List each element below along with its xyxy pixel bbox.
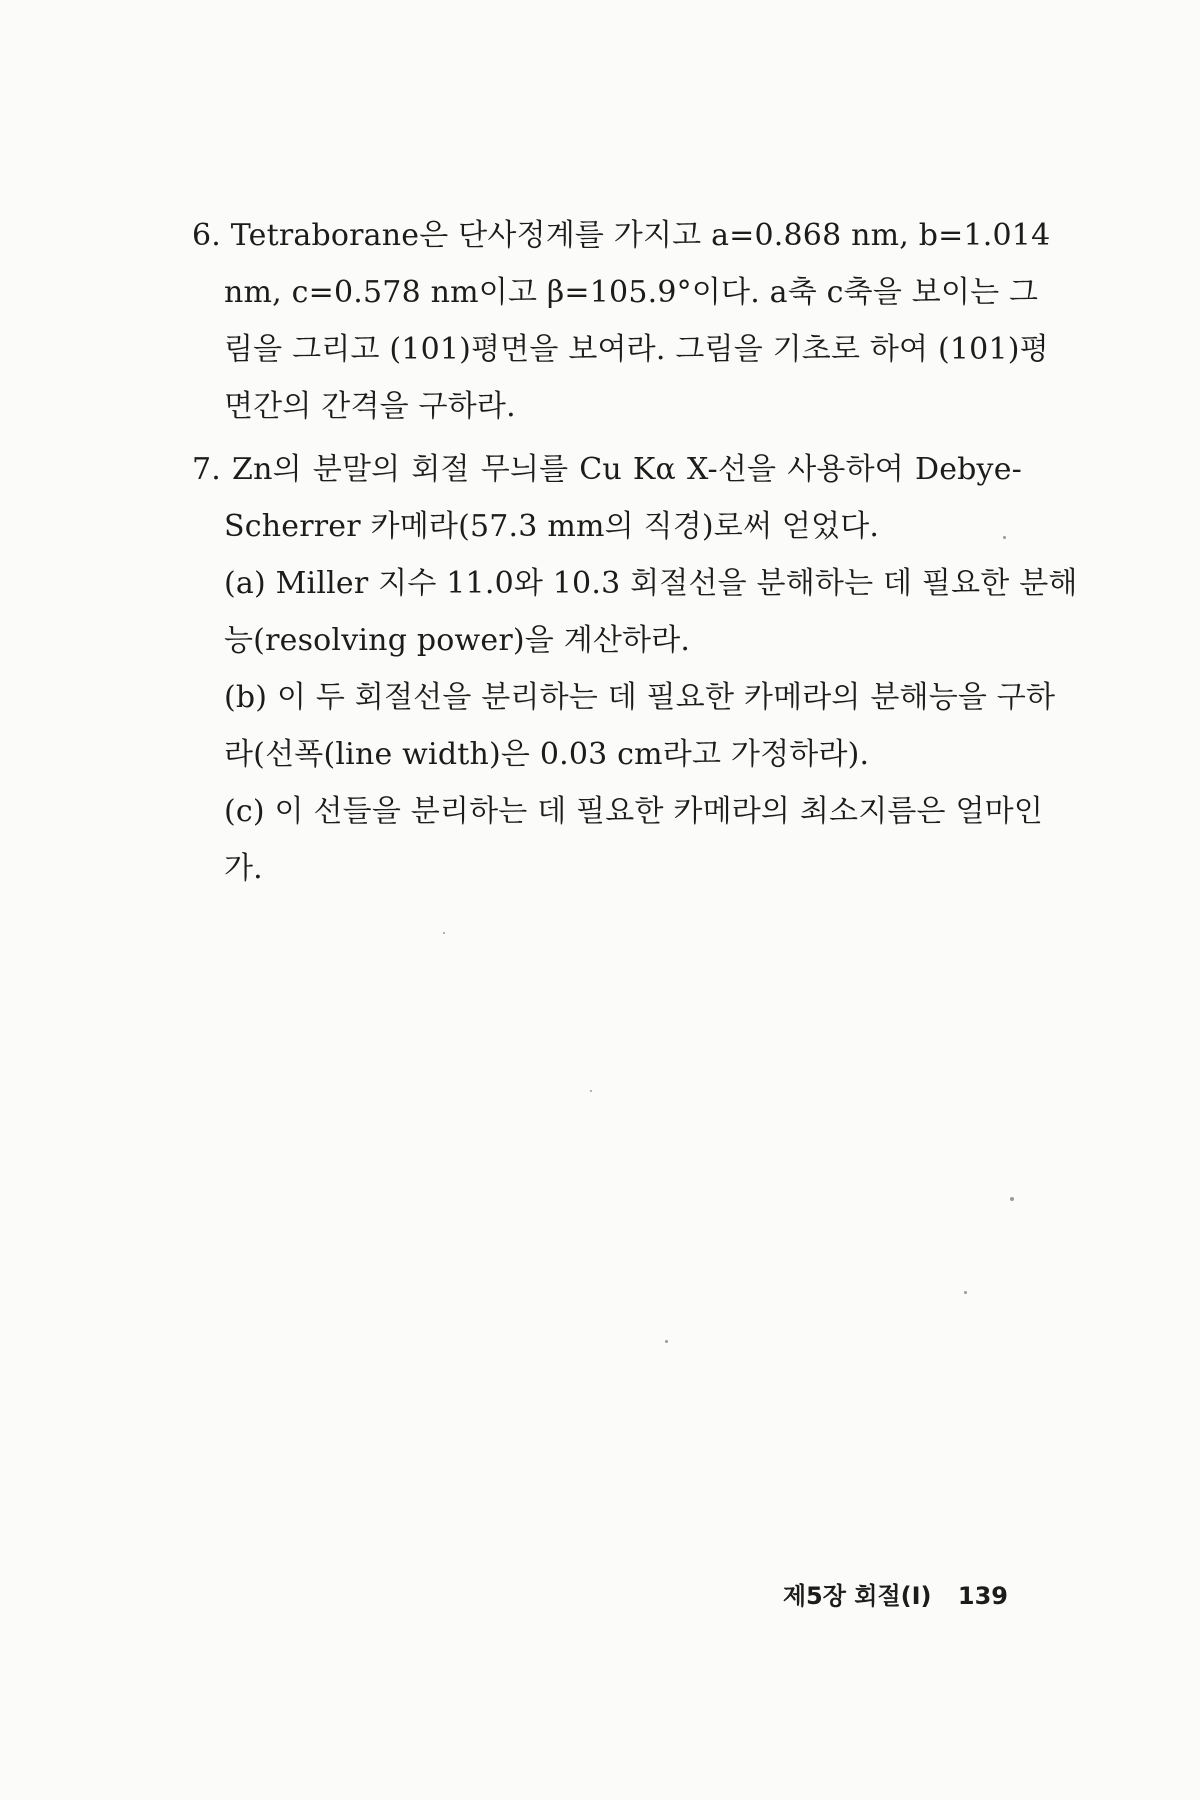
problem-7-subquestion-a: (a) Miller 지수 11.0와 10.3 회절선을 분해하는 데 필요한 분해 <box>224 566 1078 601</box>
scan-speck <box>443 932 445 934</box>
problem-7 <box>192 448 1078 904</box>
scan-speck <box>590 1090 592 1092</box>
chapter-title: 제5장 회절(I) <box>782 1582 932 1610</box>
page-footer <box>783 1576 1008 1611</box>
problem-6-line: 6. Tetraborane은 단사정계를 가지고 a=0.868 nm, b=1.014 <box>192 218 1051 253</box>
scan-speck <box>665 1340 668 1343</box>
problem-7-line: 7. Zn의 분말의 회절 무늬를 Cu Kα X-선을 사용하여 Debye- <box>192 452 1022 487</box>
problem-7-line: Scherrer 카메라(57.3 mm의 직경)로써 얻었다. <box>224 509 880 544</box>
problem-7-subquestion-c: (c) 이 선들을 분리하는 데 필요한 카메라의 최소지름은 얼마인 <box>224 794 1044 829</box>
problem-7-line: 가. <box>224 851 263 886</box>
page-number: 139 <box>957 1582 1008 1610</box>
scan-speck <box>964 1291 967 1294</box>
problem-6-line: 림을 그리고 (101)평면을 보여라. 그림을 기초로 하여 (101)평 <box>224 332 1049 367</box>
problem-6-line: 면간의 간격을 구하라. <box>224 389 516 424</box>
scan-speck <box>1010 1197 1014 1201</box>
scan-speck <box>1003 536 1006 539</box>
problem-7-subquestion-b: (b) 이 두 회절선을 분리하는 데 필요한 카메라의 분해능을 구하 <box>224 680 1056 715</box>
problem-6-line: nm, c=0.578 nm이고 β=105.9°이다. a축 c축을 보이는 그 <box>224 275 1039 310</box>
problem-6 <box>192 214 1051 442</box>
problem-7-line: 능(resolving power)을 계산하라. <box>224 623 691 658</box>
problem-7-line: 라(선폭(line width)은 0.03 cm라고 가정하라). <box>224 737 870 772</box>
